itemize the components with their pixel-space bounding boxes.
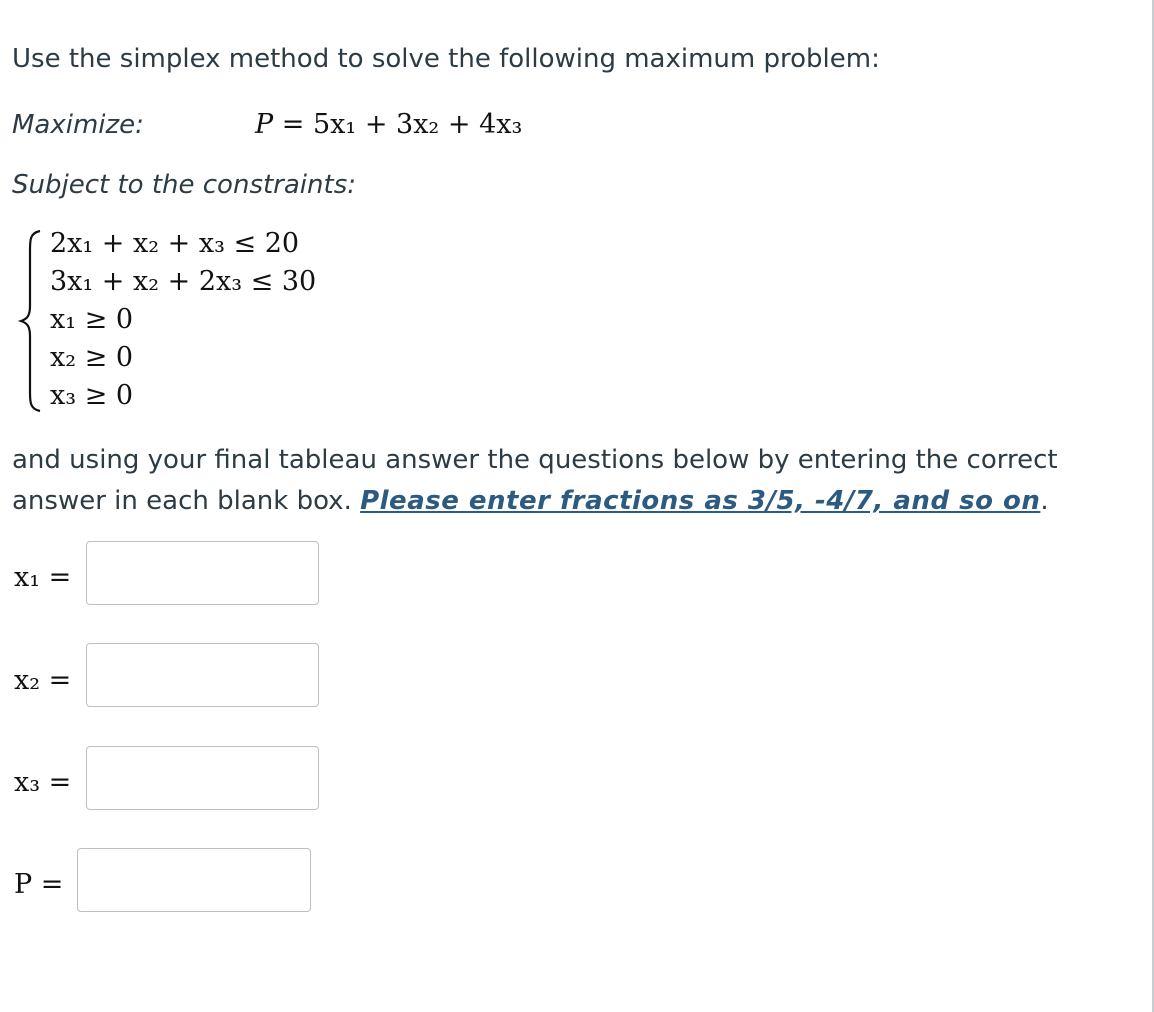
- objective-term-2: 3x₂: [396, 109, 440, 140]
- answer-input-x2[interactable]: [86, 643, 319, 707]
- maximize-label: Maximize:: [12, 110, 144, 140]
- answer-input-p[interactable]: [77, 848, 311, 912]
- subject-label: Subject to the constraints:: [12, 170, 357, 200]
- answer-input-x1[interactable]: [86, 541, 319, 605]
- objective-plus-2: +: [447, 109, 471, 140]
- answer-label-x3: x₃ =: [14, 767, 72, 798]
- answer-label-x1: x₁ =: [14, 562, 72, 593]
- constraint-2: 3x₁ + x₂ + 2x₃ ≤ 30: [50, 266, 317, 297]
- answer-input-x3[interactable]: [86, 746, 319, 810]
- question-intro: Use the simplex method to solve the following maximum problem:: [12, 44, 880, 74]
- answer-label-p: P =: [14, 869, 64, 900]
- objective-equals: =: [281, 109, 305, 140]
- objective-lhs: P: [255, 109, 274, 140]
- fraction-note-period: .: [1040, 486, 1049, 516]
- objective-term-1: 5x₁: [312, 109, 357, 140]
- objective-function: [255, 109, 522, 140]
- constraint-5: x₃ ≥ 0: [50, 380, 134, 411]
- constraint-3: x₁ ≥ 0: [50, 304, 134, 335]
- left-brace-icon: [18, 228, 44, 414]
- instructions-text: and using your final tableau answer the questions below by entering the correct answer in each blank box.: [12, 445, 1058, 516]
- constraint-4: x₂ ≥ 0: [50, 342, 134, 373]
- objective-plus-1: +: [364, 109, 388, 140]
- constraint-1: 2x₁ + x₂ + x₃ ≤ 20: [50, 228, 300, 259]
- objective-term-3: 4x₃: [479, 109, 523, 140]
- answer-label-x2: x₂ =: [14, 665, 72, 696]
- instructions-paragraph: [12, 440, 1122, 522]
- fraction-note: Please enter fractions as 3/5, -4/7, and so on: [360, 486, 1041, 516]
